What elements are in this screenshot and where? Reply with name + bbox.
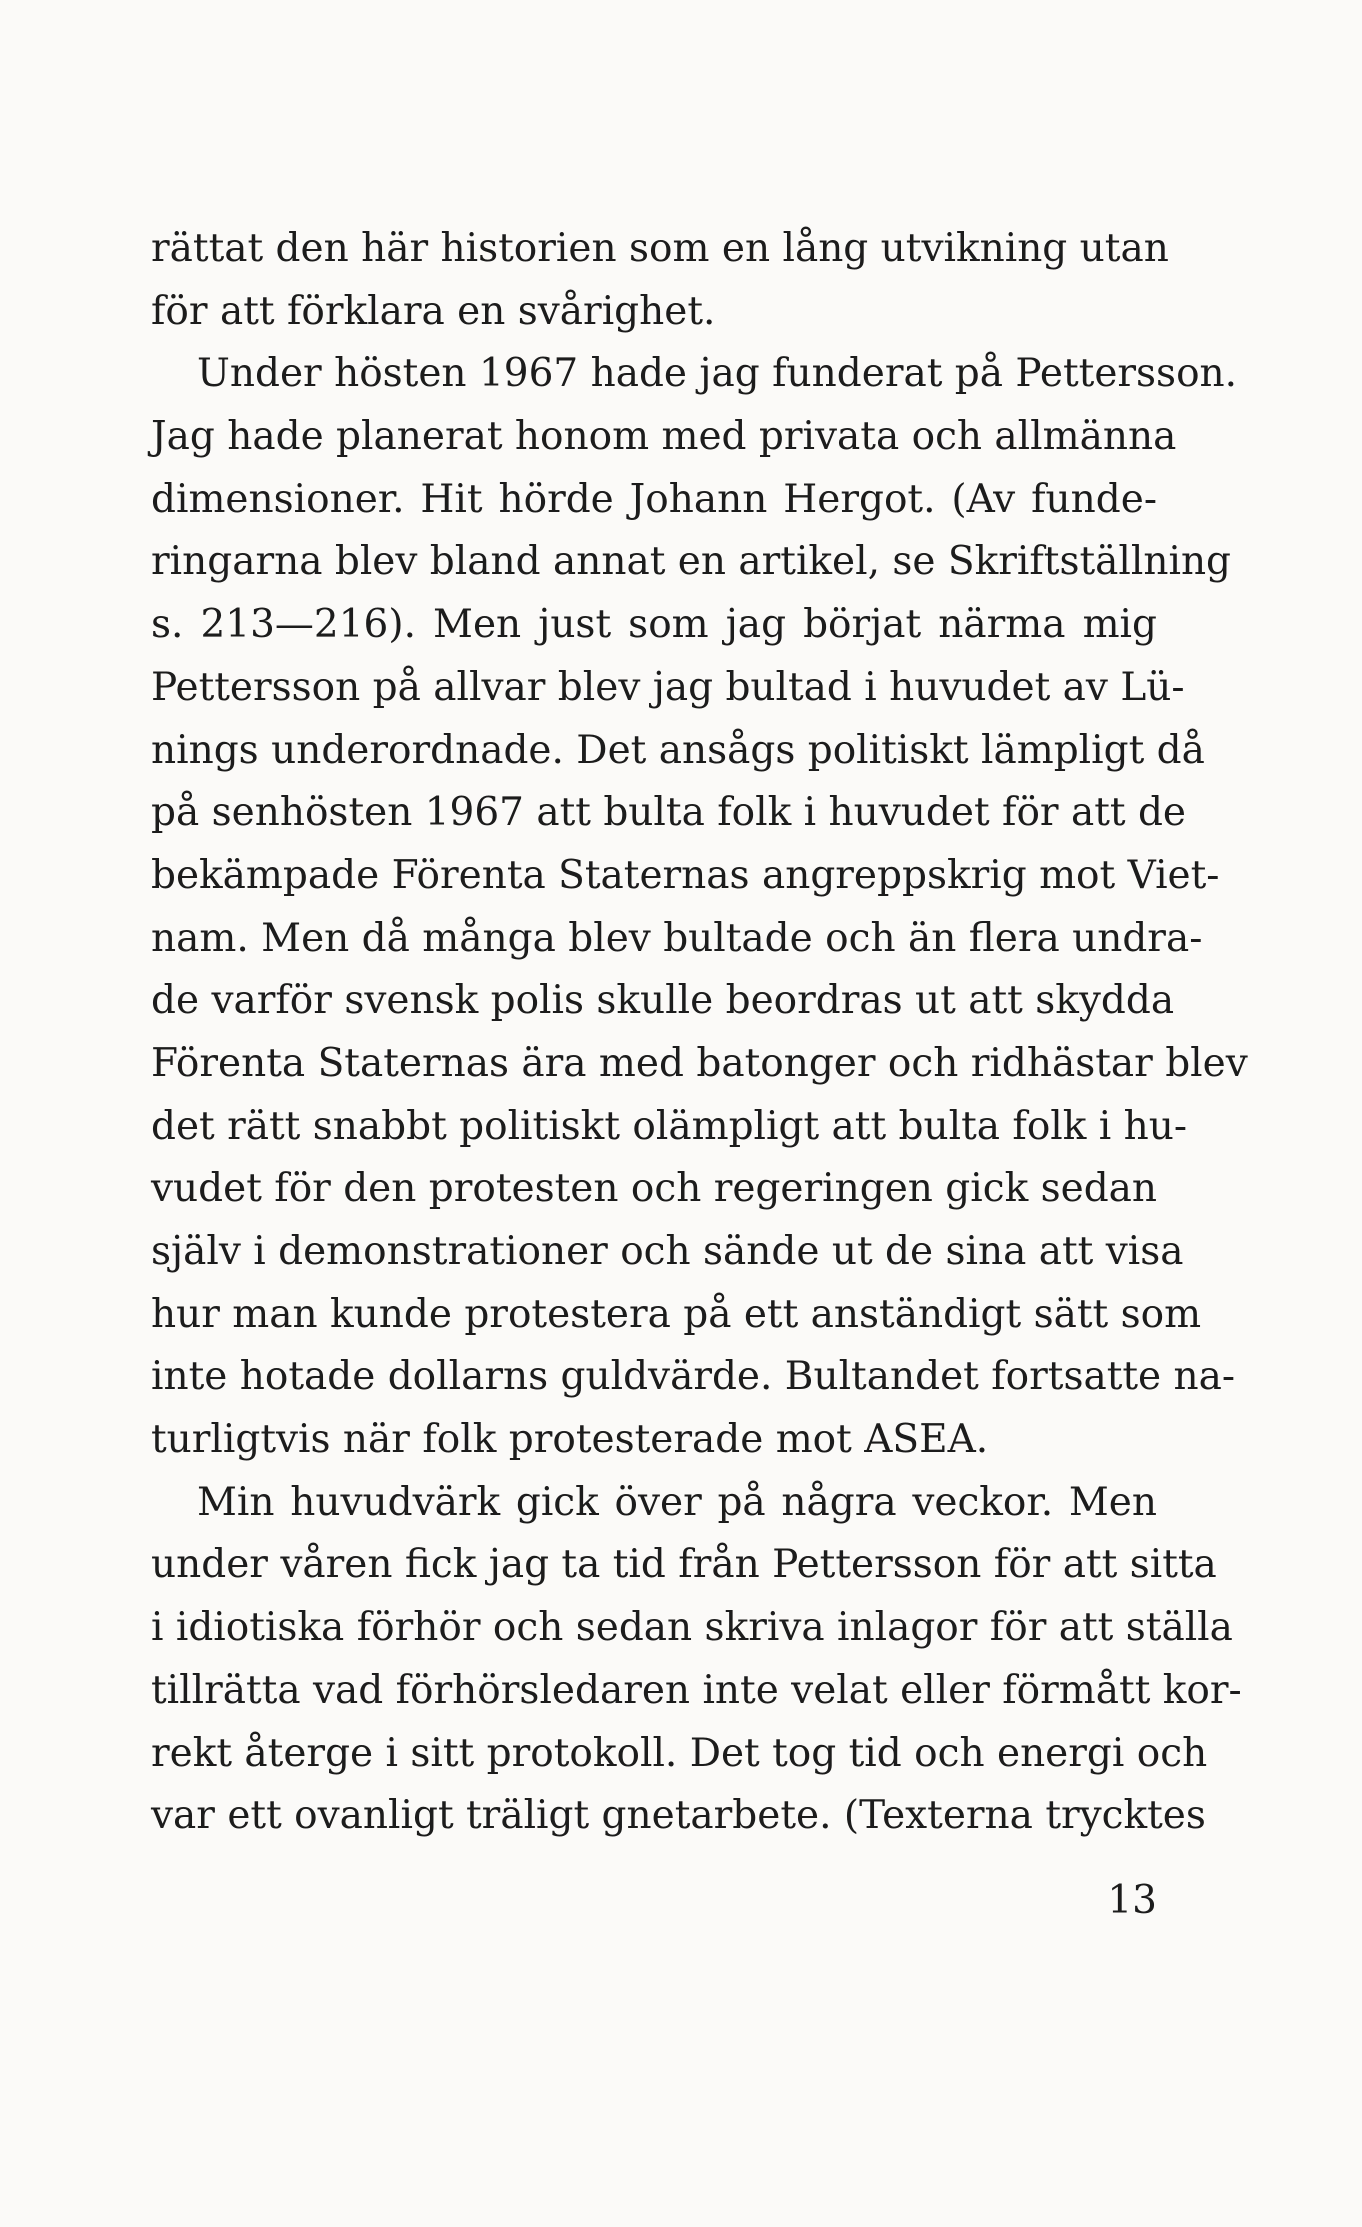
- text-line: tillrätta vad förhörsledaren inte velat eller förmått kor-: [151, 1667, 1242, 1713]
- text-line: dimensioner. Hit hörde Johann Hergot. (Av funde-: [151, 476, 1157, 522]
- text-line: nam. Men då många blev bultade och än flera undra-: [151, 915, 1203, 961]
- text-line: hur man kunde protestera på ett anständigt sätt som: [151, 1291, 1202, 1337]
- paragraph-start-line: Under hösten 1967 hade jag funderat på Pettersson.: [197, 351, 1238, 397]
- text-line: Pettersson på allvar blev jag bultad i huvudet av Lü-: [151, 664, 1185, 710]
- page-number: 13: [1107, 1878, 1157, 1923]
- text-line: på senhösten 1967 att bulta folk i huvudet för att de: [151, 790, 1187, 836]
- text-line: s. 213—216). Men just som jag börjat närma mig: [151, 602, 1157, 648]
- text-line: rekt återge i sitt protokoll. Det tog tid och energi och: [151, 1730, 1208, 1776]
- text-line: för att förklara en svårighet.: [151, 288, 716, 334]
- text-line: under våren fick jag ta tid från Pettersson för att sitta: [151, 1542, 1217, 1588]
- text-line: Jag hade planerat honom med privata och allmänna: [151, 414, 1177, 460]
- text-line: ringarna blev bland annat en artikel, se Skriftställning: [151, 539, 1232, 585]
- text-line: inte hotade dollarns guldvärde. Bultandet fortsatte na-: [151, 1354, 1236, 1400]
- text-line: vudet för den protesten och regeringen gick sedan: [151, 1166, 1158, 1212]
- text-line: nings underordnade. Det ansågs politiskt lämpligt då: [151, 727, 1205, 773]
- body-text: [151, 218, 1248, 1848]
- text-line: var ett ovanligt träligt gnetarbete. (Texterna trycktes: [151, 1793, 1206, 1839]
- text-line: rättat den här historien som en lång utvikning utan: [151, 226, 1169, 271]
- text-line: bekämpade Förenta Staternas angreppskrig mot Viet-: [151, 852, 1220, 898]
- text-line: det rätt snabbt politiskt olämpligt att bulta folk i hu-: [151, 1103, 1188, 1149]
- text-line: de varför svensk polis skulle beordras ut att skydda: [151, 978, 1175, 1024]
- text-line: själv i demonstrationer och sände ut de sina att visa: [151, 1229, 1184, 1274]
- text-line: Förenta Staternas ära med batonger och ridhästar blev: [151, 1040, 1248, 1086]
- text-line: i idiotiska förhör och sedan skriva inlagor för att ställa: [151, 1605, 1233, 1651]
- paragraph-start-line: Min huvudvärk gick över på några veckor. Men: [197, 1479, 1157, 1525]
- text-line: turligtvis när folk protesterade mot ASEA.: [151, 1417, 989, 1463]
